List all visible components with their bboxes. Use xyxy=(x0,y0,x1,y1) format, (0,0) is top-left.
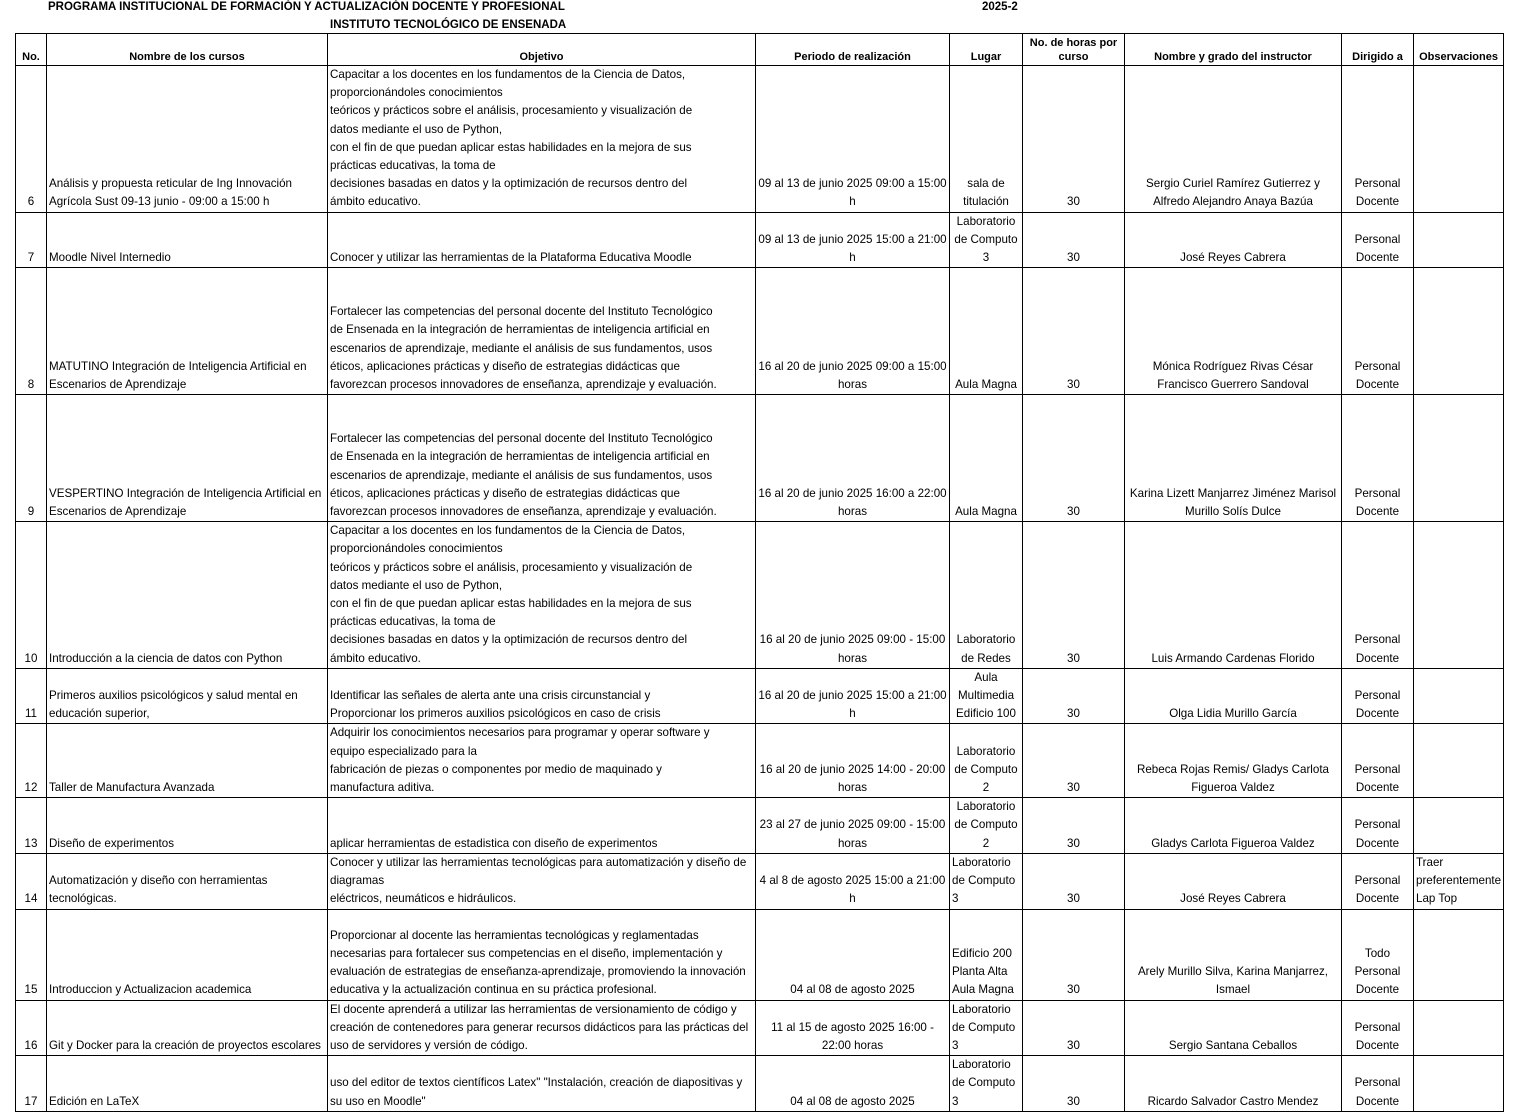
course-number: 15 xyxy=(16,909,47,1000)
course-place: Laboratorio de Redes xyxy=(950,522,1023,669)
course-period: 23 al 27 de junio 2025 09:00 - 15:00 horas xyxy=(756,798,950,854)
table-row xyxy=(16,395,1504,522)
course-hours: 30 xyxy=(1023,522,1125,669)
course-place: Aula Magna xyxy=(950,395,1023,522)
course-name: Automatización y diseño con herramientas tecnológicas. xyxy=(47,853,328,909)
course-place: Laboratorio de Computo 3 xyxy=(950,1056,1023,1112)
course-notes: Traer preferentemente Lap Top xyxy=(1414,853,1504,909)
course-notes xyxy=(1414,66,1504,213)
course-name: MATUTINO Integración de Inteligencia Artificial en Escenarios de Aprendizaje xyxy=(47,268,328,395)
course-place: Aula Magna xyxy=(950,268,1023,395)
course-objective: Conocer y utilizar las herramientas tecnológicas para automatización y diseño de diagramas eléctricos, neumáticos e hidráulicos. xyxy=(328,853,756,909)
course-period: 16 al 20 de junio 2025 14:00 - 20:00 horas xyxy=(756,724,950,798)
course-name: Moodle Nivel Internedio xyxy=(47,212,328,268)
course-number: 11 xyxy=(16,668,47,724)
course-notes xyxy=(1414,798,1504,854)
course-objective: Adquirir los conocimientos necesarios para programar y operar software y equipo especializado para la fabricación de piezas o componentes por medio de maquinado y manufactura aditiva. xyxy=(328,724,756,798)
table-row xyxy=(16,1056,1504,1112)
course-audience: Personal Docente xyxy=(1342,853,1414,909)
col-header-period: Periodo de realización xyxy=(756,34,950,66)
table-row xyxy=(16,909,1504,1000)
course-number: 7 xyxy=(16,212,47,268)
course-number: 6 xyxy=(16,66,47,213)
course-period: 09 al 13 de junio 2025 15:00 a 21:00 h xyxy=(756,212,950,268)
course-place: Laboratorio de Computo 3 xyxy=(950,212,1023,268)
courses-table xyxy=(15,33,1504,1112)
course-notes xyxy=(1414,395,1504,522)
course-audience: Personal Docente xyxy=(1342,1000,1414,1056)
col-header-instructor: Nombre y grado del instructor xyxy=(1125,34,1342,66)
course-notes xyxy=(1414,212,1504,268)
course-hours: 30 xyxy=(1023,212,1125,268)
table-row xyxy=(16,66,1504,213)
course-objective: Proporcionar al docente las herramientas tecnológicas y reglamentadas necesarias para fortalecer sus competencias en el diseño, implementación y evaluación de estrategias de enseñanza-aprendizaje, promoviendo la innovación educativa y la actualización continua en su práctica profesional. xyxy=(328,909,756,1000)
course-audience: Personal Docente xyxy=(1342,798,1414,854)
course-objective: aplicar herramientas de estadistica con diseño de experimentos xyxy=(328,798,756,854)
course-objective: uso del editor de textos científicos Latex" "Instalación, creación de diapositivas y su uso en Moodle" xyxy=(328,1056,756,1112)
course-hours: 30 xyxy=(1023,668,1125,724)
course-objective: Identificar las señales de alerta ante una crisis circunstancial y Proporcionar los primeros auxilios psicológicos en caso de crisis xyxy=(328,668,756,724)
table-row xyxy=(16,853,1504,909)
course-audience: Personal Docente xyxy=(1342,212,1414,268)
course-period: 04 al 08 de agosto 2025 xyxy=(756,1056,950,1112)
course-name: Primeros auxilios psicológicos y salud mental en educación superior, xyxy=(47,668,328,724)
col-header-name: Nombre de los cursos xyxy=(47,34,328,66)
course-period: 4 al 8 de agosto 2025 15:00 a 21:00 h xyxy=(756,853,950,909)
course-audience: Personal Docente xyxy=(1342,268,1414,395)
table-row xyxy=(16,798,1504,854)
table-header-row xyxy=(16,34,1504,66)
course-place: Edificio 200 Planta Alta Aula Magna xyxy=(950,909,1023,1000)
course-hours: 30 xyxy=(1023,66,1125,213)
course-place: Laboratorio de Computo 3 xyxy=(950,1000,1023,1056)
period-label: 2025-2 xyxy=(982,1,1018,13)
course-period: 09 al 13 de junio 2025 09:00 a 15:00 h xyxy=(756,66,950,213)
course-instructor: Olga Lidia Murillo García xyxy=(1125,668,1342,724)
course-objective: Capacitar a los docentes en los fundamentos de la Ciencia de Datos, proporcionándoles conocimientos teóricos y prácticos sobre el análisis, procesamiento y visualización de datos mediante el uso de Python, con el fin de que puedan aplicar estas habilidades en la mejora de sus prácticas educativas, la toma de decisiones basadas en datos y la optimización de recursos dentro del ámbito educativo. xyxy=(328,522,756,669)
course-hours: 30 xyxy=(1023,268,1125,395)
table-row xyxy=(16,724,1504,798)
course-instructor: Sergio Santana Ceballos xyxy=(1125,1000,1342,1056)
course-name: Introducción a la ciencia de datos con Python xyxy=(47,522,328,669)
course-hours: 30 xyxy=(1023,724,1125,798)
col-header-place: Lugar xyxy=(950,34,1023,66)
course-instructor: Luis Armando Cardenas Florido xyxy=(1125,522,1342,669)
course-audience: Personal Docente xyxy=(1342,724,1414,798)
course-name: Git y Docker para la creación de proyectos escolares xyxy=(47,1000,328,1056)
course-number: 13 xyxy=(16,798,47,854)
course-notes xyxy=(1414,909,1504,1000)
course-notes xyxy=(1414,1056,1504,1112)
course-number: 16 xyxy=(16,1000,47,1056)
course-number: 14 xyxy=(16,853,47,909)
course-instructor: Gladys Carlota Figueroa Valdez xyxy=(1125,798,1342,854)
course-number: 9 xyxy=(16,395,47,522)
course-objective: Fortalecer las competencias del personal docente del Instituto Tecnológico de Ensenada en la integración de herramientas de inteligencia artificial en escenarios de aprendizaje, mediante el análisis de sus fundamentos, usos éticos, aplicaciones prácticas y diseño de estrategias didácticas que favorezcan procesos innovadores de enseñanza, aprendizaje y evaluación. xyxy=(328,268,756,395)
course-number: 10 xyxy=(16,522,47,669)
course-place: Laboratorio de Computo 2 xyxy=(950,798,1023,854)
course-instructor: Arely Murillo Silva, Karina Manjarrez, Ismael xyxy=(1125,909,1342,1000)
course-name: Taller de Manufactura Avanzada xyxy=(47,724,328,798)
col-header-no: No. xyxy=(16,34,47,66)
table-row xyxy=(16,1000,1504,1056)
course-hours: 30 xyxy=(1023,1056,1125,1112)
course-notes xyxy=(1414,1000,1504,1056)
col-header-notes: Observaciones xyxy=(1414,34,1504,66)
course-period: 04 al 08 de agosto 2025 xyxy=(756,909,950,1000)
course-number: 17 xyxy=(16,1056,47,1112)
course-name: Análisis y propuesta reticular de Ing Innovación Agrícola Sust 09-13 junio - 09:00 a 15:00 h xyxy=(47,66,328,213)
course-name: Edición en LaTeX xyxy=(47,1056,328,1112)
course-instructor: José Reyes Cabrera xyxy=(1125,212,1342,268)
course-audience: Personal Docente xyxy=(1342,395,1414,522)
course-hours: 30 xyxy=(1023,853,1125,909)
course-instructor: Karina Lizett Manjarrez Jiménez Marisol Murillo Solís Dulce xyxy=(1125,395,1342,522)
course-number: 8 xyxy=(16,268,47,395)
course-name: Introduccion y Actualizacion academica xyxy=(47,909,328,1000)
course-objective: El docente aprenderá a utilizar las herramientas de versionamiento de código y creación de contenedores para generar recursos didácticos para las prácticas del uso de servidores y versión de código. xyxy=(328,1000,756,1056)
course-place: Laboratorio de Computo 3 xyxy=(950,853,1023,909)
course-place: Aula Multimedia Edificio 100 xyxy=(950,668,1023,724)
course-place: Laboratorio de Computo 2 xyxy=(950,724,1023,798)
course-hours: 30 xyxy=(1023,1000,1125,1056)
col-header-hours: No. de horas por curso xyxy=(1023,34,1125,66)
course-name: VESPERTINO Integración de Inteligencia Artificial en Escenarios de Aprendizaje xyxy=(47,395,328,522)
course-hours: 30 xyxy=(1023,395,1125,522)
course-objective: Fortalecer las competencias del personal docente del Instituto Tecnológico de Ensenada en la integración de herramientas de inteligencia artificial en escenarios de aprendizaje, mediante el análisis de sus fundamentos, usos éticos, aplicaciones prácticas y diseño de estrategias didácticas que favorezcan procesos innovadores de enseñanza, aprendizaje y evaluación. xyxy=(328,395,756,522)
course-notes xyxy=(1414,668,1504,724)
course-audience: Personal Docente xyxy=(1342,522,1414,669)
course-hours: 30 xyxy=(1023,909,1125,1000)
course-notes xyxy=(1414,522,1504,669)
col-header-objective: Objetivo xyxy=(328,34,756,66)
table-row xyxy=(16,268,1504,395)
course-period: 16 al 20 de junio 2025 09:00 a 15:00 horas xyxy=(756,268,950,395)
document-title: PROGRAMA INSTITUCIONAL DE FORMACIÓN Y ACTUALIZACIÓN DOCENTE Y PROFESIONAL xyxy=(48,1,565,13)
course-instructor: José Reyes Cabrera xyxy=(1125,853,1342,909)
institute-name: INSTITUTO TECNOLÓGICO DE ENSENADA xyxy=(330,19,567,31)
course-notes xyxy=(1414,268,1504,395)
course-place: sala de titulación xyxy=(950,66,1023,213)
table-row xyxy=(16,522,1504,669)
course-period: 16 al 20 de junio 2025 16:00 a 22:00 horas xyxy=(756,395,950,522)
course-objective: Capacitar a los docentes en los fundamentos de la Ciencia de Datos, proporcionándoles conocimientos teóricos y prácticos sobre el análisis, procesamiento y visualización de datos mediante el uso de Python, con el fin de que puedan aplicar estas habilidades en la mejora de sus prácticas educativas, la toma de decisiones basadas en datos y la optimización de recursos dentro del ámbito educativo. xyxy=(328,66,756,213)
col-header-audience: Dirigido a xyxy=(1342,34,1414,66)
course-objective: Conocer y utilizar las herramientas de la Plataforma Educativa Moodle xyxy=(328,212,756,268)
course-instructor: Sergio Curiel Ramírez Gutierrez y Alfredo Alejandro Anaya Bazúa xyxy=(1125,66,1342,213)
course-period: 16 al 20 de junio 2025 09:00 - 15:00 horas xyxy=(756,522,950,669)
course-instructor: Rebeca Rojas Remis/ Gladys Carlota Figueroa Valdez xyxy=(1125,724,1342,798)
course-period: 11 al 15 de agosto 2025 16:00 - 22:00 horas xyxy=(756,1000,950,1056)
course-period: 16 al 20 de junio 2025 15:00 a 21:00 h xyxy=(756,668,950,724)
course-audience: Personal Docente xyxy=(1342,1056,1414,1112)
course-name: Diseño de experimentos xyxy=(47,798,328,854)
course-audience: Personal Docente xyxy=(1342,66,1414,213)
course-number: 12 xyxy=(16,724,47,798)
table-row xyxy=(16,668,1504,724)
table-row xyxy=(16,212,1504,268)
course-instructor: Ricardo Salvador Castro Mendez xyxy=(1125,1056,1342,1112)
course-audience: Todo Personal Docente xyxy=(1342,909,1414,1000)
course-instructor: Mónica Rodríguez Rivas César Francisco Guerrero Sandoval xyxy=(1125,268,1342,395)
course-hours: 30 xyxy=(1023,798,1125,854)
course-audience: Personal Docente xyxy=(1342,668,1414,724)
course-notes xyxy=(1414,724,1504,798)
